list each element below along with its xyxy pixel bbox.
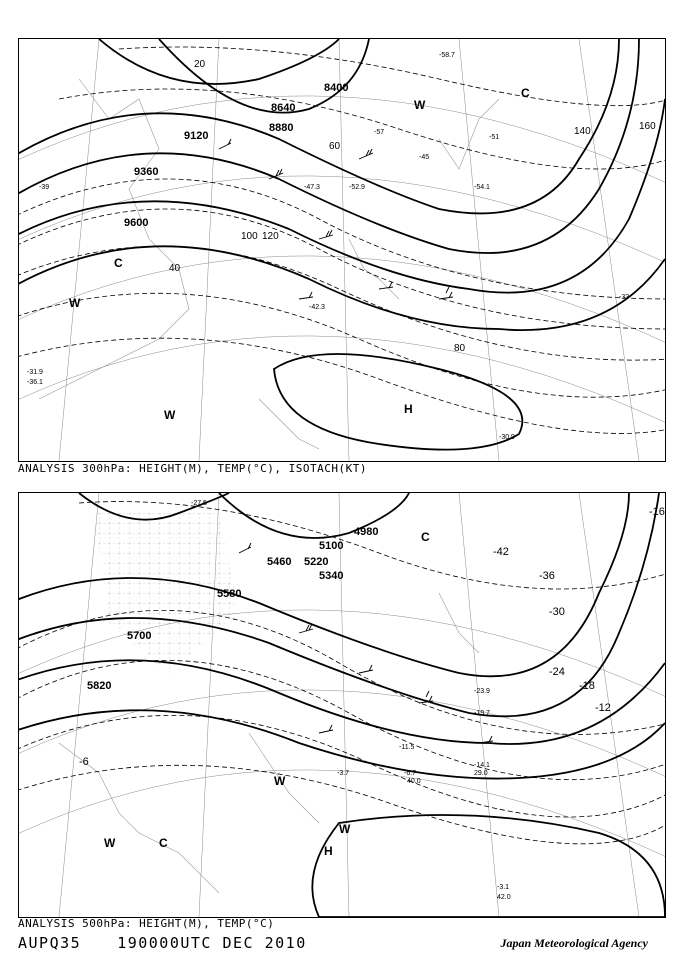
temperature-label: -57	[374, 129, 385, 136]
warm-center-label: W	[414, 98, 426, 112]
isotach-label: 140	[574, 126, 591, 137]
temperature-label: -51	[489, 134, 500, 141]
warm-center-label: W	[339, 822, 351, 836]
temperature-label: -58.7	[439, 52, 455, 59]
temperature-label: -33	[619, 294, 630, 301]
isotach-label: 20	[194, 59, 206, 70]
temperature-label: -42.3	[309, 304, 325, 311]
temperature-label: -36	[539, 570, 555, 582]
temperature-label: -52.9	[349, 184, 365, 191]
isotach-label: 80	[454, 343, 466, 354]
cold-center-label: C	[114, 256, 123, 270]
temperature-label: -24	[549, 666, 565, 678]
pressure-center-group	[69, 86, 530, 422]
temperature-label: -39	[39, 184, 50, 191]
station-label: -3.7	[337, 770, 350, 777]
map-500hpa-svg	[19, 493, 665, 917]
isotach-label: 120	[262, 231, 279, 242]
temperature-label: -18	[579, 680, 595, 692]
temperature-label: -54.1	[474, 184, 490, 191]
warm-center-label: W	[104, 836, 116, 850]
high-center-label: H	[324, 844, 333, 858]
warm-center-label: W	[69, 296, 81, 310]
temperature-label: -12	[595, 702, 611, 714]
height-label: 5340	[319, 570, 344, 582]
height-label: 9600	[124, 217, 149, 229]
top-chart-caption: ANALYSIS 300hPa: HEIGHT(M), TEMP(°C), ISOTACH(KT)	[18, 462, 368, 475]
height-label: 8640	[271, 102, 296, 114]
height-label: 9360	[134, 166, 159, 178]
station-label: -27.5	[191, 500, 207, 507]
height-label-group	[124, 82, 348, 229]
isotach-label: 40	[169, 263, 181, 274]
isotach-label: 100	[241, 231, 258, 242]
height-label: 9120	[184, 130, 209, 142]
station-label: 29.0	[474, 770, 488, 777]
wind-barbs	[219, 139, 453, 299]
height-label: 8880	[269, 122, 294, 134]
wind-barbs	[239, 543, 493, 743]
isotach-label: 60	[329, 141, 341, 152]
map-500hpa	[18, 492, 666, 918]
height-label: 5220	[304, 556, 329, 568]
cold-center-label: C	[521, 86, 530, 100]
station-label: -3.1	[497, 884, 510, 891]
temperature-label: -30	[549, 606, 565, 618]
height-label: 8400	[324, 82, 349, 94]
height-label: 5460	[267, 556, 292, 568]
temperature-label: -6	[79, 756, 89, 768]
bottom-chart-caption: ANALYSIS 500hPa: HEIGHT(M), TEMP(°C)	[18, 917, 275, 930]
high-pressure-contour	[274, 354, 522, 450]
coastline	[59, 593, 479, 893]
high-center-label: H	[404, 402, 413, 416]
station-label: -14.1	[474, 762, 490, 769]
station-label: -23.9	[474, 688, 490, 695]
height-label: 5580	[217, 588, 242, 600]
station-label: -19.7	[474, 710, 490, 717]
station-label: -11.5	[399, 744, 415, 751]
station-label: -6.7	[404, 770, 417, 777]
isotach-label: 160	[639, 121, 656, 132]
agency-name: Japan Meteorological Agency	[500, 936, 648, 950]
height-label: 5820	[87, 680, 112, 692]
cold-center-label: C	[159, 836, 168, 850]
temperature-label: -16	[649, 506, 665, 518]
station-label: 40.0	[407, 778, 421, 785]
chart-identifier	[18, 934, 307, 952]
temperature-label: -36.1	[27, 379, 43, 386]
height-label: 5700	[127, 630, 152, 642]
map-300hpa	[18, 38, 666, 462]
temperature-label: -45	[419, 154, 430, 161]
warm-center-label: W	[274, 774, 286, 788]
height-label: 5100	[319, 540, 344, 552]
chart-code: AUPQ35	[18, 934, 82, 952]
high-pressure-contour	[312, 815, 665, 917]
temperature-label: -30.9	[499, 434, 515, 441]
cold-center-label: C	[421, 530, 430, 544]
isotherms	[19, 47, 665, 433]
height-label: 4980	[354, 526, 379, 538]
map-300hpa-svg	[19, 39, 665, 461]
station-label: 42.0	[497, 894, 511, 901]
temperature-label: -47.3	[304, 184, 320, 191]
temperature-label: -42	[493, 546, 509, 558]
temperature-label: -31.9	[27, 369, 43, 376]
chart-timestamp: 190000UTC DEC 2010	[117, 934, 307, 952]
warm-center-label: W	[164, 408, 176, 422]
station-label-group	[191, 500, 511, 901]
